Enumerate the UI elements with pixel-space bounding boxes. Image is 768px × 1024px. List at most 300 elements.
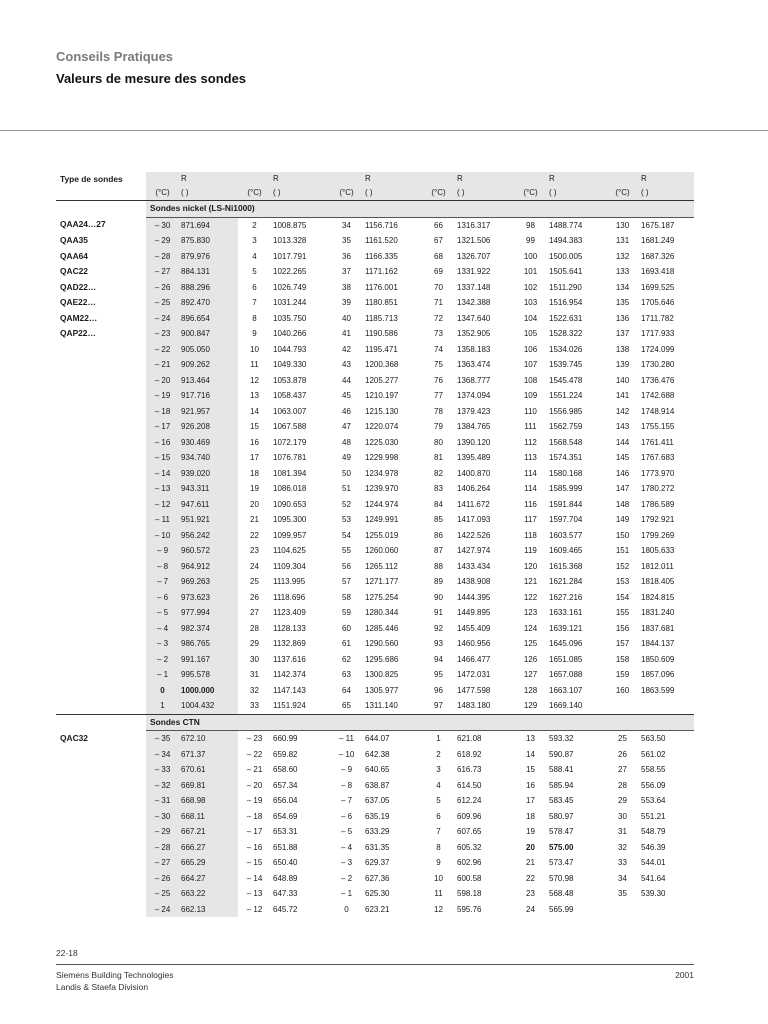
table-row: [56, 762, 694, 778]
temperature-cell: – 22: [146, 342, 179, 358]
temperature-cell: – 12: [246, 904, 263, 914]
resistance-cell: 616.73: [457, 765, 482, 774]
type-column-header: Type de sondes: [56, 172, 146, 186]
temperature-cell: 8: [436, 842, 441, 852]
table-row: [56, 342, 694, 358]
resistance-cell: 570.98: [549, 873, 574, 883]
temperature-cell: – 9: [340, 765, 353, 774]
temperature-cell: 47: [342, 422, 351, 431]
table-row: [56, 886, 694, 902]
temperature-cell: 135: [615, 298, 630, 307]
resistance-cell: 1516.954: [549, 298, 583, 307]
resistance-cell: 1379.423: [457, 406, 491, 416]
temperature-cell: 121: [523, 577, 538, 586]
sensor-type-cell: [56, 855, 146, 871]
temperature-cell: 124: [523, 623, 538, 633]
table-row: [56, 373, 694, 389]
resistance-cell: 939.020: [179, 466, 238, 482]
table-row: [56, 636, 694, 652]
resistance-cell: 1086.018: [273, 484, 307, 493]
sensor-type-cell: QAA24…27: [60, 219, 106, 230]
temperature-cell: 17: [526, 796, 535, 805]
resistance-cell: 631.35: [365, 842, 390, 852]
resistance-cell: 1081.394: [273, 468, 307, 478]
temperature-cell: 131: [615, 236, 630, 245]
temperature-cell: 129: [514, 698, 547, 714]
temperature-cell: 113: [524, 453, 537, 462]
header-cell: [330, 172, 363, 186]
sensor-type-cell: [56, 605, 146, 621]
table-row: [56, 450, 694, 466]
temperature-cell: 32: [250, 685, 259, 695]
table-row: [56, 731, 694, 747]
temperature-cell: 125: [523, 639, 538, 648]
temperature-cell: 23: [250, 546, 259, 555]
table-row: [56, 667, 694, 683]
resistance-cell: 1040.266: [273, 329, 307, 338]
sensor-type-cell: [56, 574, 146, 590]
resistance-cell: 668.11: [179, 809, 238, 825]
resistance-header: R: [455, 172, 514, 186]
temperature-cell: – 10: [338, 749, 355, 759]
resistance-cell: 595.76: [457, 904, 482, 914]
temperature-cell: 26: [250, 592, 259, 602]
temperature-cell: 13: [526, 734, 535, 743]
temperature-cell: – 13: [146, 481, 179, 497]
table-row: [56, 326, 694, 342]
temperature-cell: 5: [436, 796, 441, 805]
unit-header: ( ): [547, 186, 606, 201]
temperature-cell: 41: [342, 329, 351, 338]
resistance-cell: 546.39: [641, 842, 666, 852]
temperature-cell: 77: [434, 391, 443, 400]
temperature-cell: 78: [434, 406, 443, 416]
temperature-cell: 42: [342, 344, 351, 354]
resistance-cell: 1675.187: [641, 220, 675, 230]
resistance-cell: 1132.869: [273, 639, 306, 648]
resistance-cell: 669.81: [179, 778, 238, 794]
resistance-cell: [639, 902, 694, 918]
resistance-cell: 1417.093: [457, 515, 491, 524]
temperature-cell: 111: [524, 422, 537, 431]
resistance-cell: 1285.446: [365, 623, 399, 633]
temperature-cell: 90: [434, 592, 443, 602]
temperature-cell: 65: [330, 698, 363, 714]
temperature-cell: – 20: [246, 780, 263, 790]
temperature-cell: 94: [434, 654, 443, 664]
resistance-cell: 1147.143: [273, 685, 306, 695]
sensor-type-cell: [56, 840, 146, 856]
temperature-cell: 105: [523, 329, 538, 338]
temperature-cell: – 2: [146, 652, 179, 668]
temperature-cell: 26: [618, 749, 627, 759]
temperature-cell: – 21: [146, 357, 179, 373]
temperature-cell: 35: [618, 889, 627, 898]
resistance-cell: 588.41: [549, 765, 574, 774]
temperature-cell: – 23: [246, 734, 263, 743]
temperature-cell: 7: [436, 827, 441, 836]
temperature-cell: – 26: [146, 280, 179, 296]
resistance-header: R: [363, 172, 422, 186]
table-row: [56, 217, 694, 233]
resistance-cell: 668.98: [179, 793, 238, 809]
resistance-cell: 1104.625: [273, 546, 306, 555]
sensor-type-cell: [56, 886, 146, 902]
temperature-cell: 21: [250, 515, 259, 524]
temperature-cell: – 25: [146, 886, 179, 902]
resistance-cell: 1863.599: [641, 685, 675, 695]
temperature-cell: 145: [615, 453, 630, 462]
temperature-cell: 154: [615, 592, 630, 602]
resistance-cell: 1031.244: [273, 298, 307, 307]
temperature-cell: – 31: [146, 793, 179, 809]
table-unit-row: [56, 186, 694, 201]
resistance-cell: 1205.277: [365, 375, 399, 385]
resistance-cell: 618.92: [457, 749, 482, 759]
resistance-cell: 635.19: [365, 811, 390, 821]
resistance-cell: 1711.782: [641, 313, 674, 323]
sensor-type-cell: [56, 497, 146, 513]
table-row: [56, 621, 694, 637]
resistance-cell: 1511.290: [549, 282, 582, 292]
bottom-divider: [56, 964, 694, 965]
temperature-cell: – 23: [146, 326, 179, 342]
resistance-cell: 871.694: [179, 217, 238, 233]
resistance-cell: 1444.395: [457, 592, 491, 602]
temperature-cell: 134: [615, 282, 630, 292]
resistance-cell: 884.131: [179, 264, 238, 280]
page-number: 22-18: [56, 948, 78, 958]
temperature-cell: – 14: [146, 466, 179, 482]
temperature-cell: 33: [618, 858, 627, 867]
resistance-cell: 909.262: [179, 357, 238, 373]
temperature-cell: 98: [526, 220, 535, 230]
resistance-cell: 575.00: [549, 842, 574, 852]
resistance-cell: 650.40: [273, 858, 298, 867]
resistance-cell: 1095.300: [273, 515, 307, 524]
resistance-cell: 614.50: [457, 780, 482, 790]
temperature-cell: – 8: [340, 780, 353, 790]
resistance-cell: 1013.328: [273, 236, 307, 245]
table-row: [56, 747, 694, 763]
temperature-cell: 85: [434, 515, 443, 524]
resistance-cell: 934.740: [179, 450, 238, 466]
temperature-cell: 13: [250, 391, 259, 400]
table-row: [56, 280, 694, 296]
table-row: [56, 574, 694, 590]
temperature-cell: – 16: [146, 435, 179, 451]
temperature-cell: 160: [615, 685, 630, 695]
resistance-cell: 627.36: [365, 873, 390, 883]
sensor-type-cell: [56, 683, 146, 699]
temperature-cell: 60: [342, 623, 351, 633]
temperature-cell: 108: [523, 375, 538, 385]
resistance-cell: 1449.895: [457, 608, 491, 617]
resistance-cell: 1000.000: [179, 683, 238, 699]
top-divider: [0, 130, 768, 131]
temperature-cell: 107: [523, 360, 538, 369]
resistance-cell: 1466.477: [457, 654, 491, 664]
table-row: [56, 481, 694, 497]
temperature-cell: 14: [250, 406, 259, 416]
resistance-cell: 1850.609: [641, 654, 675, 664]
temperature-cell: – 6: [146, 590, 179, 606]
temperature-cell: 34: [618, 873, 627, 883]
temperature-cell: 127: [523, 670, 538, 679]
temperature-cell: – 3: [146, 636, 179, 652]
temperature-cell: – 11: [146, 512, 179, 528]
temperature-cell: – 28: [146, 840, 179, 856]
footer-company: Siemens Building Technologies: [56, 970, 174, 980]
temperature-cell: 1: [436, 734, 441, 743]
resistance-cell: 1755.155: [641, 422, 675, 431]
resistance-header: R: [547, 172, 606, 186]
resistance-cell: 568.48: [549, 889, 574, 898]
temperature-cell: 27: [618, 765, 627, 774]
temperature-cell: 2: [436, 749, 441, 759]
resistance-cell: 625.30: [365, 889, 390, 898]
resistance-cell: 964.912: [179, 559, 238, 575]
resistance-cell: 1171.162: [365, 267, 398, 276]
table-row: [56, 233, 694, 249]
resistance-cell: 1699.525: [641, 282, 675, 292]
resistance-cell: 565.99: [549, 904, 574, 914]
temperature-cell: 12: [250, 375, 259, 385]
resistance-cell: 1342.388: [457, 298, 491, 307]
resistance-cell: 670.61: [179, 762, 238, 778]
resistance-cell: 900.847: [179, 326, 238, 342]
resistance-cell: 1455.409: [457, 623, 491, 633]
sensor-type-cell: [56, 357, 146, 373]
temperature-cell: 114: [524, 484, 537, 493]
temperature-cell: – 17: [146, 419, 179, 435]
sensor-type-cell: [56, 590, 146, 606]
temperature-cell: 25: [250, 577, 259, 586]
resistance-cell: 1123.409: [273, 608, 306, 617]
header-cell: [422, 172, 455, 186]
temperature-header: (°C): [514, 186, 547, 201]
resistance-cell: 986.765: [179, 636, 238, 652]
table-row: [56, 357, 694, 373]
resistance-cell: 1545.478: [549, 375, 583, 385]
temperature-cell: 117: [524, 515, 537, 524]
temperature-cell: 72: [434, 313, 443, 323]
resistance-cell: 1044.793: [273, 344, 307, 354]
temperature-cell: 3: [252, 236, 257, 245]
sensor-type-cell: [56, 902, 146, 918]
resistance-cell: 583.45: [549, 796, 574, 805]
resistance-cell: 956.242: [179, 528, 238, 544]
resistance-cell: 1008.875: [273, 220, 307, 230]
temperature-cell: 34: [342, 220, 351, 230]
table-row: [56, 388, 694, 404]
resistance-cell: 1438.908: [457, 577, 491, 586]
temperature-cell: 5: [252, 267, 257, 276]
temperature-cell: 57: [342, 577, 351, 586]
resistance-cell: 1265.112: [365, 561, 398, 571]
resistance-cell: 1166.335: [365, 251, 398, 261]
temperature-cell: – 4: [340, 842, 353, 852]
resistance-cell: 947.611: [179, 497, 238, 513]
temperature-cell: 102: [523, 282, 538, 292]
resistance-cell: 1837.681: [641, 623, 675, 633]
temperature-cell: 67: [434, 236, 443, 245]
temperature-cell: – 1: [146, 667, 179, 683]
resistance-cell: 1225.030: [365, 437, 399, 447]
sensor-values-table: [56, 172, 694, 917]
resistance-cell: 1824.815: [641, 592, 675, 602]
temperature-cell: 159: [615, 670, 630, 679]
temperature-cell: 44: [342, 375, 351, 385]
temperature-cell: – 16: [246, 842, 263, 852]
temperature-cell: 122: [523, 592, 538, 602]
resistance-cell: 1411.672: [457, 499, 490, 509]
temperature-cell: – 35: [146, 731, 179, 747]
resistance-cell: 1792.921: [641, 515, 675, 524]
temperature-cell: – 12: [146, 497, 179, 513]
temperature-cell: 104: [523, 313, 538, 323]
temperature-cell: – 17: [246, 827, 263, 836]
temperature-cell: 99: [526, 236, 535, 245]
resistance-cell: 892.470: [179, 295, 238, 311]
temperature-cell: – 32: [146, 778, 179, 794]
table-row: [56, 902, 694, 918]
temperature-cell: 156: [615, 623, 630, 633]
resistance-cell: 1687.326: [641, 251, 675, 261]
temperature-cell: 137: [615, 329, 630, 338]
temperature-cell: – 7: [146, 574, 179, 590]
temperature-cell: 97: [422, 698, 455, 714]
temperature-cell: 16: [250, 437, 259, 447]
temperature-cell: – 10: [146, 528, 179, 544]
sensor-type-cell: [56, 342, 146, 358]
temperature-cell: 10: [250, 344, 259, 354]
table-row: [56, 871, 694, 887]
temperature-cell: – 21: [246, 765, 263, 774]
sensor-type-cell: [56, 778, 146, 794]
temperature-cell: 45: [342, 391, 351, 400]
resistance-cell: 665.29: [179, 855, 238, 871]
resistance-cell: 1234.978: [365, 468, 399, 478]
temperature-cell: 7: [252, 298, 257, 307]
temperature-cell: 30: [250, 654, 259, 664]
resistance-cell: 1736.476: [641, 375, 675, 385]
resistance-cell: 1275.254: [365, 592, 399, 602]
sensor-type-cell: [56, 871, 146, 887]
resistance-cell: 1260.060: [365, 546, 399, 555]
table-row: [56, 543, 694, 559]
resistance-cell: 1551.224: [549, 391, 583, 400]
temperature-cell: – 34: [146, 747, 179, 763]
resistance-cell: 638.87: [365, 780, 390, 790]
resistance-cell: 1374.094: [457, 391, 491, 400]
temperature-cell: 88: [434, 561, 443, 571]
temperature-cell: 95: [434, 670, 443, 679]
temperature-cell: 132: [615, 251, 630, 261]
resistance-cell: 1331.922: [457, 267, 491, 276]
table-row: [56, 404, 694, 420]
temperature-cell: – 19: [146, 388, 179, 404]
unit-header: ( ): [639, 186, 694, 201]
resistance-cell: 623.21: [365, 904, 390, 914]
resistance-cell: 1347.640: [457, 313, 491, 323]
resistance-cell: 1151.924: [271, 698, 330, 714]
resistance-cell: 1072.179: [273, 437, 307, 447]
table-row: [56, 605, 694, 621]
sensor-type-cell: [56, 466, 146, 482]
resistance-cell: 1742.688: [641, 391, 675, 400]
temperature-cell: 31: [250, 670, 259, 679]
header-cell: [606, 172, 639, 186]
temperature-cell: 20: [250, 499, 259, 509]
sensor-type-cell: [56, 824, 146, 840]
sensor-type-cell: [56, 373, 146, 389]
resistance-cell: 1645.096: [549, 639, 583, 648]
resistance-cell: 1280.344: [365, 608, 399, 617]
footer-division: Landis & Staefa Division: [56, 982, 149, 992]
resistance-cell: 1693.418: [641, 267, 675, 276]
temperature-header: (°C): [330, 186, 363, 201]
temperature-cell: 146: [615, 468, 630, 478]
resistance-cell: 1568.548: [549, 437, 583, 447]
section-header-row: [56, 714, 694, 731]
temperature-cell: 11: [434, 889, 443, 898]
table-row: [56, 295, 694, 311]
section-heading: Conseils Pratiques: [56, 49, 174, 64]
temperature-cell: 150: [615, 530, 630, 540]
resistance-cell: 1539.745: [549, 360, 583, 369]
resistance-cell: 926.208: [179, 419, 238, 435]
resistance-cell: 1627.216: [549, 592, 583, 602]
temperature-cell: 8: [252, 313, 257, 323]
temperature-cell: – 18: [146, 404, 179, 420]
temperature-cell: 58: [342, 592, 351, 602]
temperature-cell: – 22: [246, 749, 263, 759]
resistance-cell: 1316.317: [457, 220, 491, 230]
resistance-cell: 1705.646: [641, 298, 675, 307]
resistance-cell: 1053.878: [273, 375, 307, 385]
unit-header: ( ): [455, 186, 514, 201]
resistance-cell: 1844.137: [641, 639, 675, 648]
resistance-cell: 1639.121: [549, 623, 583, 633]
table-row: [56, 435, 694, 451]
temperature-cell: 101: [523, 267, 538, 276]
sensor-type-cell: [56, 388, 146, 404]
sensor-type-cell: [56, 793, 146, 809]
resistance-cell: 1026.749: [273, 282, 307, 292]
temperature-cell: 96: [434, 685, 443, 695]
temperature-cell: – 26: [146, 871, 179, 887]
resistance-cell: 1805.633: [641, 546, 675, 555]
resistance-cell: 660.99: [273, 734, 298, 743]
sensor-type-cell: [56, 762, 146, 778]
temperature-cell: – 30: [146, 217, 179, 233]
resistance-cell: 1244.974: [365, 499, 399, 509]
resistance-cell: 612.24: [457, 796, 482, 805]
resistance-cell: 1780.272: [641, 484, 675, 493]
resistance-cell: 1395.489: [457, 453, 491, 462]
temperature-cell: 0: [344, 904, 349, 914]
section-type-cell: [56, 201, 146, 218]
table-row: [56, 793, 694, 809]
table-row: [56, 855, 694, 871]
temperature-cell: – 27: [146, 855, 179, 871]
resistance-cell: 1472.031: [457, 670, 491, 679]
resistance-cell: 1488.774: [549, 220, 583, 230]
temperature-cell: 32: [618, 842, 627, 852]
resistance-cell: 921.957: [179, 404, 238, 420]
resistance-cell: 1400.870: [457, 468, 491, 478]
